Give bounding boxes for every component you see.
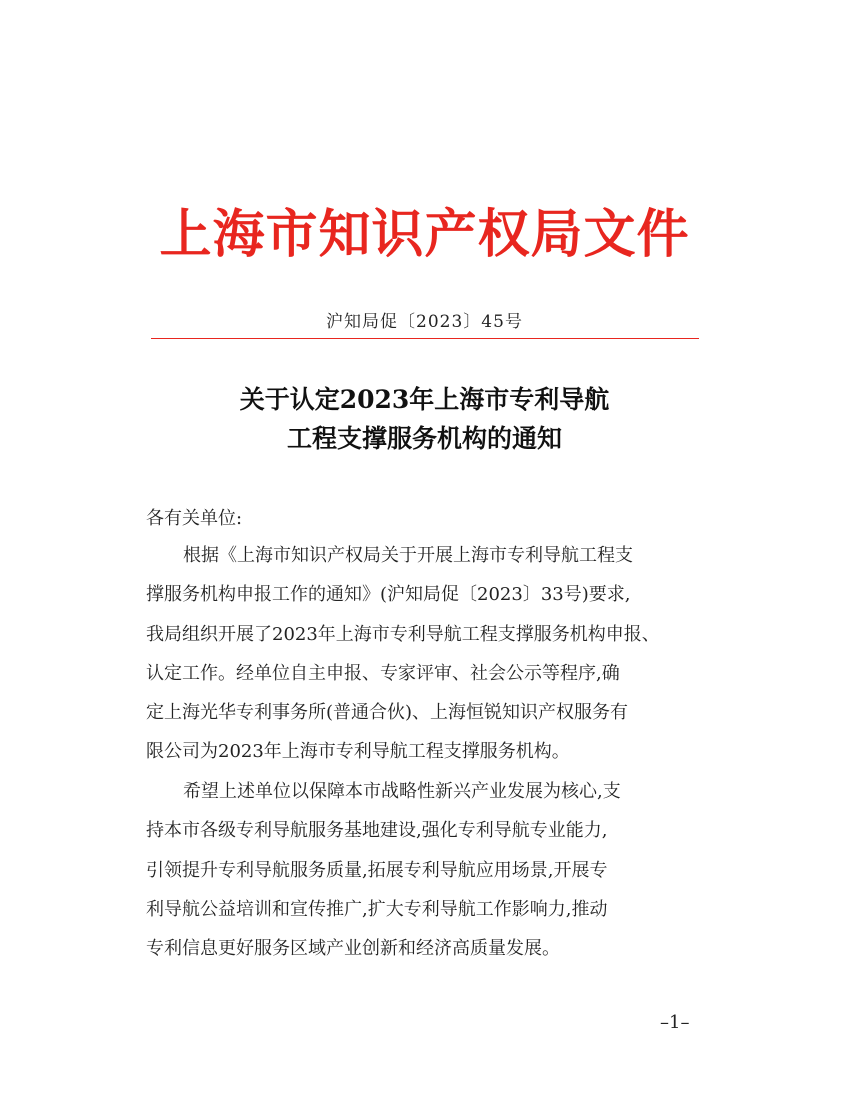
page-number: –1–	[660, 1012, 690, 1033]
body-paragraph-2	[146, 772, 706, 968]
masthead-title: 上海市知识产权局文件	[159, 204, 690, 265]
paragraph-line: 认定工作。经单位自主申报、专家评审、社会公示等程序,确	[146, 662, 620, 684]
document-number: 沪知局促〔2023〕45号	[326, 312, 523, 332]
paragraph-line: 希望上述单位以保障本市战略性新兴产业发展为核心,支	[183, 781, 621, 802]
paragraph-line: 利导航公益培训和宣传推广,扩大专利导航工作影响力,推动	[146, 898, 608, 920]
paragraph-line: 专利信息更好服务区域产业创新和经济高质量发展。	[146, 938, 560, 960]
paragraph-line: 撑服务机构申报工作的通知》(沪知局促〔2023〕33号)要求,	[146, 584, 631, 606]
paragraph-line: 定上海光华专利事务所(普通合伙)、上海恒锐知识产权服务有	[146, 702, 629, 724]
document-title	[0, 380, 849, 458]
body-paragraph-1	[146, 536, 706, 772]
red-divider-line	[151, 338, 699, 339]
salutation: 各有关单位:	[146, 508, 243, 529]
paragraph-line: 根据《上海市知识产权局关于开展上海市专利导航工程支	[183, 545, 633, 566]
title-line-1: 关于认定2023年上海市专利导航	[239, 385, 610, 414]
paragraph-line: 持本市各级专利导航服务基地建设,强化专利导航专业能力,	[146, 820, 608, 842]
title-line-2: 工程支撑服务机构的通知	[286, 424, 562, 453]
paragraph-line: 引领提升专利导航服务质量,拓展专利导航应用场景,开展专	[146, 859, 608, 881]
paragraph-line: 限公司为2023年上海市专利导航工程支撑服务机构。	[146, 741, 570, 763]
paragraph-line: 我局组织开展了2023年上海市专利导航工程支撑服务机构申报、	[146, 623, 660, 645]
